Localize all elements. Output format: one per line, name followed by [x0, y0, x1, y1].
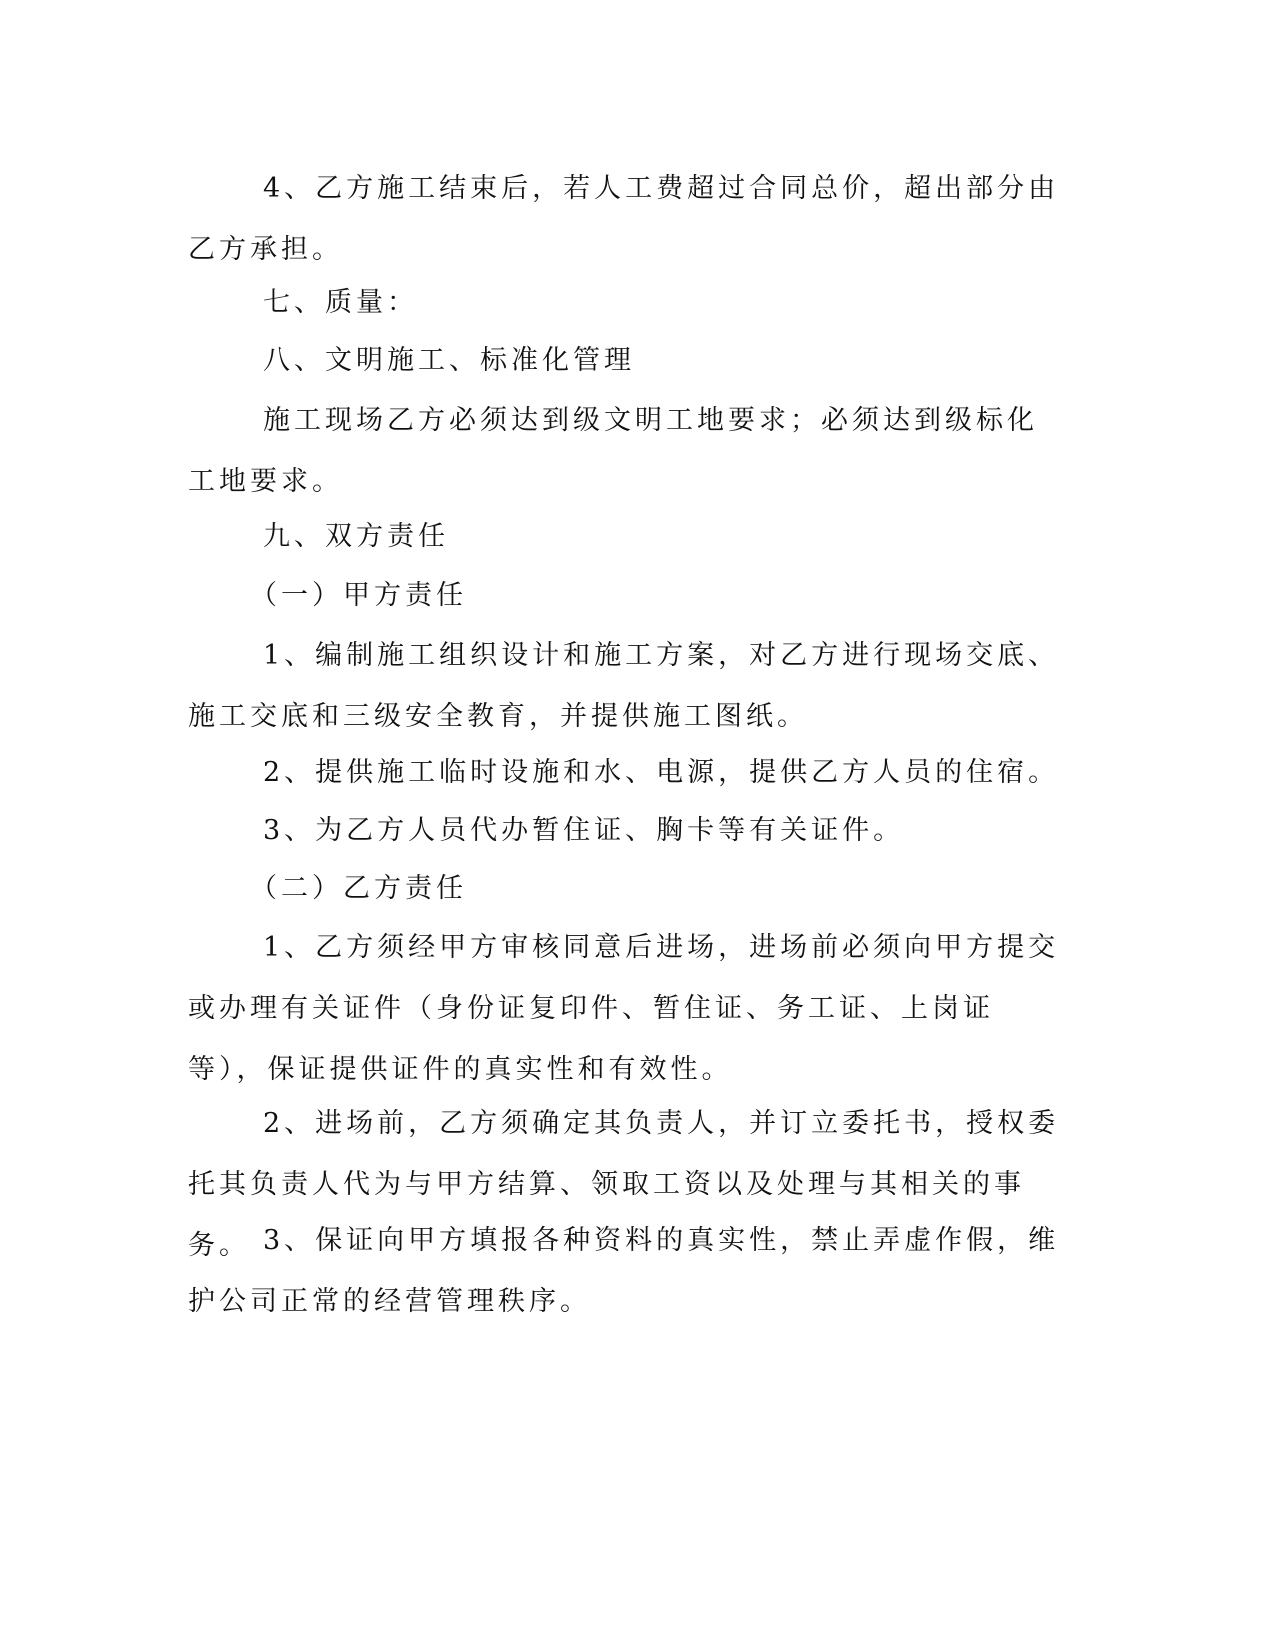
paragraph-party-a-2: 2、提供施工临时设施和水、电源，提供乙方人员的住宿。	[263, 757, 1060, 788]
heading-civilized-construction: 八、文明施工、标准化管理	[263, 345, 635, 376]
paragraph-party-b-1: 1、乙方须经甲方审核同意后进场，进场前必须向甲方提交或办理有关证件（身份证复印件、暂住证、务工证、上岗证等），保证提供证件的真实性和有效性。	[188, 932, 1060, 1085]
heading-quality: 七、质量：	[263, 287, 418, 318]
paragraph-party-a-3: 3、为乙方人员代办暂住证、胸卡等有关证件。	[263, 815, 905, 846]
subheading-party-a: （一）甲方责任	[250, 580, 467, 611]
paragraph-party-a-1: 1、编制施工组织设计和施工方案，对乙方进行现场交底、施工交底和三级安全教育，并提供施工图纸。	[188, 640, 1060, 732]
paragraph-site-requirements: 施工现场乙方必须达到级文明工地要求；必须达到级标化工地要求。	[188, 405, 1038, 497]
paragraph-clause-6-4: 4、乙方施工结束后，若人工费超过合同总价，超出部分由乙方承担。	[188, 173, 1060, 265]
subheading-party-b: （二）乙方责任	[250, 873, 467, 904]
paragraph-party-b-2: 2、进场前，乙方须确定其负责人，并订立委托书，授权委托其负责人代为与甲方结算、领取工资以及处理与其相关的事务。	[188, 1108, 1060, 1261]
paragraph-party-b-3: 3、保证向甲方填报各种资料的真实性，禁止弄虚作假，维护公司正常的经营管理秩序。	[188, 1225, 1060, 1317]
heading-responsibilities: 九、双方责任	[263, 521, 449, 552]
